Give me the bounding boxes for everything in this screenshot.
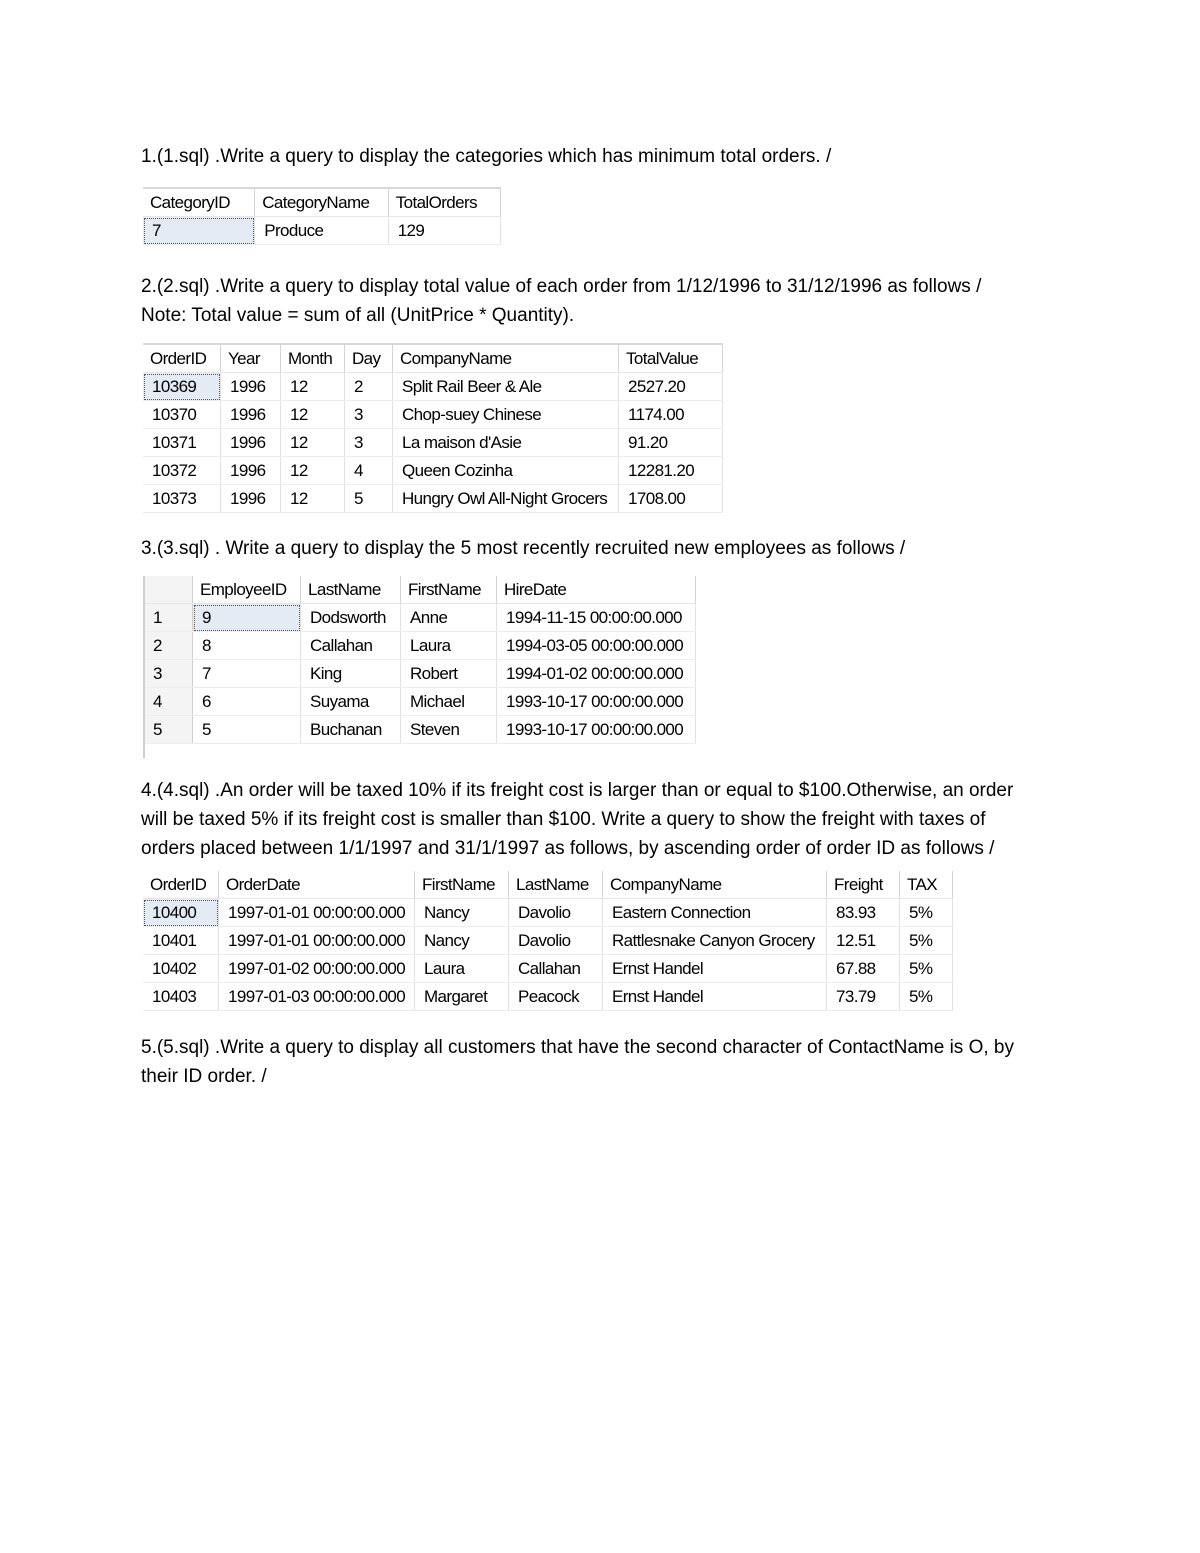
table-cell: 2 bbox=[345, 373, 393, 401]
row-number-header bbox=[145, 576, 193, 604]
table-cell: 10371 bbox=[143, 429, 221, 457]
column-header: FirstName bbox=[415, 871, 509, 899]
table-row bbox=[143, 899, 953, 927]
table-cell: 8 bbox=[193, 632, 301, 660]
table-cell: 4 bbox=[345, 457, 393, 485]
table-cell: 5% bbox=[900, 899, 953, 927]
table-cell: 1993-10-17 00:00:00.000 bbox=[497, 716, 696, 744]
table-cell: Callahan bbox=[509, 955, 603, 983]
table-cell: 5 bbox=[345, 485, 393, 513]
table-cell: Steven bbox=[401, 716, 497, 744]
table-cell: 12 bbox=[281, 457, 345, 485]
table-cell: Laura bbox=[401, 632, 497, 660]
column-header: CategoryName bbox=[255, 188, 388, 217]
column-header: Year bbox=[221, 344, 281, 373]
result-grid-4 bbox=[143, 871, 953, 1011]
table-cell: Laura bbox=[415, 955, 509, 983]
table-cell: Suyama bbox=[301, 688, 401, 716]
result-grid-1 bbox=[143, 187, 501, 245]
table-cell: Queen Cozinha bbox=[393, 457, 619, 485]
question-3 bbox=[141, 534, 1061, 563]
table-cell: 10402 bbox=[143, 955, 219, 983]
table-cell: 5% bbox=[900, 955, 953, 983]
table-cell: Margaret bbox=[415, 983, 509, 1011]
table-cell: Davolio bbox=[509, 927, 603, 955]
column-header: EmployeeID bbox=[193, 576, 301, 604]
column-header: Freight bbox=[827, 871, 900, 899]
table-cell: Peacock bbox=[509, 983, 603, 1011]
table-cell: 1993-10-17 00:00:00.000 bbox=[497, 688, 696, 716]
column-header: OrderID bbox=[143, 344, 221, 373]
table-cell: 5 bbox=[193, 716, 301, 744]
table-row bbox=[143, 429, 723, 457]
table-row bbox=[143, 401, 723, 429]
table-cell: 5% bbox=[900, 983, 953, 1011]
table-cell: 12 bbox=[281, 401, 345, 429]
question-5-line-1: 5.(5.sql) .Write a query to display all customers that have the second character of ContactName is O, by bbox=[141, 1037, 1014, 1058]
table-cell: Nancy bbox=[415, 899, 509, 927]
table-cell: 10372 bbox=[143, 457, 221, 485]
column-header: TotalOrders bbox=[388, 188, 500, 217]
header-row bbox=[143, 188, 501, 217]
column-header: TAX bbox=[900, 871, 953, 899]
result-grid-3 bbox=[145, 576, 696, 744]
table-cell: 12 bbox=[281, 373, 345, 401]
question-5 bbox=[141, 1033, 1061, 1091]
table-cell: 10400 bbox=[143, 899, 219, 927]
table-cell: Produce bbox=[255, 217, 388, 245]
question-2-line-1: 2.(2.sql) .Write a query to display total value of each order from 1/12/1996 to 31/12/1996 as follows / bbox=[141, 276, 982, 297]
question-5-line-2: their ID order. / bbox=[141, 1066, 267, 1087]
table-cell: 73.79 bbox=[827, 983, 900, 1011]
table-cell: 1708.00 bbox=[619, 485, 723, 513]
table-cell: Davolio bbox=[509, 899, 603, 927]
table-cell: 7 bbox=[143, 217, 255, 245]
table-cell: Rattlesnake Canyon Grocery bbox=[603, 927, 827, 955]
table-row bbox=[145, 688, 696, 716]
table-cell: 3 bbox=[345, 429, 393, 457]
table-cell: 1996 bbox=[221, 485, 281, 513]
table-cell: Robert bbox=[401, 660, 497, 688]
table-cell: Split Rail Beer & Ale bbox=[393, 373, 619, 401]
table-cell: 1997-01-01 00:00:00.000 bbox=[219, 899, 415, 927]
table-cell: 7 bbox=[193, 660, 301, 688]
table-cell: 10373 bbox=[143, 485, 221, 513]
table-cell: 1996 bbox=[221, 401, 281, 429]
table-cell: 1994-11-15 00:00:00.000 bbox=[497, 604, 696, 632]
table-cell: Ernst Handel bbox=[603, 955, 827, 983]
table-row bbox=[143, 485, 723, 513]
table-row bbox=[143, 457, 723, 485]
row-number: 3 bbox=[145, 660, 193, 688]
table-cell: 12281.20 bbox=[619, 457, 723, 485]
table-row bbox=[145, 716, 696, 744]
column-header: HireDate bbox=[497, 576, 696, 604]
table-row bbox=[143, 983, 953, 1011]
table-cell: 12 bbox=[281, 429, 345, 457]
question-1-text: 1.(1.sql) .Write a query to display the categories which has minimum total orders. / bbox=[141, 146, 832, 167]
column-header: OrderDate bbox=[219, 871, 415, 899]
table-cell: Dodsworth bbox=[301, 604, 401, 632]
question-1 bbox=[141, 142, 1061, 171]
row-number: 2 bbox=[145, 632, 193, 660]
table-row bbox=[143, 373, 723, 401]
header-row bbox=[145, 576, 696, 604]
result-grid-2 bbox=[143, 343, 723, 513]
table-cell: Hungry Owl All-Night Grocers bbox=[393, 485, 619, 513]
table-cell: Anne bbox=[401, 604, 497, 632]
table-cell: 10370 bbox=[143, 401, 221, 429]
table-cell: 3 bbox=[345, 401, 393, 429]
question-4-line-1: 4.(4.sql) .An order will be taxed 10% if its freight cost is larger than or equal to $100.Otherwise, an order bbox=[141, 780, 1014, 801]
table-cell: Chop-suey Chinese bbox=[393, 401, 619, 429]
table-row bbox=[143, 955, 953, 983]
table-cell: 1996 bbox=[221, 373, 281, 401]
question-4-line-3: orders placed between 1/1/1997 and 31/1/1997 as follows, by ascending order of order ID as follows / bbox=[141, 838, 995, 859]
row-number: 5 bbox=[145, 716, 193, 744]
question-4-line-2: will be taxed 5% if its freight cost is smaller than $100. Write a query to show the freight with taxes of bbox=[141, 809, 986, 830]
table-cell: 1997-01-02 00:00:00.000 bbox=[219, 955, 415, 983]
table-cell: 67.88 bbox=[827, 955, 900, 983]
table-row bbox=[145, 632, 696, 660]
table-cell: 83.93 bbox=[827, 899, 900, 927]
column-header: LastName bbox=[509, 871, 603, 899]
column-header: OrderID bbox=[143, 871, 219, 899]
table-cell: 1996 bbox=[221, 457, 281, 485]
table-cell: 1996 bbox=[221, 429, 281, 457]
table-cell: 1997-01-01 00:00:00.000 bbox=[219, 927, 415, 955]
table-cell: 129 bbox=[388, 217, 500, 245]
table-cell: Callahan bbox=[301, 632, 401, 660]
table-cell: Michael bbox=[401, 688, 497, 716]
table-cell: Eastern Connection bbox=[603, 899, 827, 927]
column-header: CompanyName bbox=[603, 871, 827, 899]
table-cell: 91.20 bbox=[619, 429, 723, 457]
header-row bbox=[143, 871, 953, 899]
table-cell: 1994-01-02 00:00:00.000 bbox=[497, 660, 696, 688]
table-row bbox=[143, 927, 953, 955]
table-cell: Nancy bbox=[415, 927, 509, 955]
table-cell: 1994-03-05 00:00:00.000 bbox=[497, 632, 696, 660]
question-2 bbox=[141, 272, 1061, 330]
table-row bbox=[145, 604, 696, 632]
column-header: LastName bbox=[301, 576, 401, 604]
table-cell: Ernst Handel bbox=[603, 983, 827, 1011]
table-cell: 10401 bbox=[143, 927, 219, 955]
question-3-text: 3.(3.sql) . Write a query to display the 5 most recently recruited new employees as follows / bbox=[141, 538, 906, 559]
table-cell: 1174.00 bbox=[619, 401, 723, 429]
row-number: 1 bbox=[145, 604, 193, 632]
table-cell: King bbox=[301, 660, 401, 688]
table-cell: 5% bbox=[900, 927, 953, 955]
table-cell: 12.51 bbox=[827, 927, 900, 955]
table-cell: La maison d'Asie bbox=[393, 429, 619, 457]
table-row bbox=[143, 217, 501, 245]
question-4 bbox=[141, 776, 1061, 863]
table-cell: 1997-01-03 00:00:00.000 bbox=[219, 983, 415, 1011]
header-row bbox=[143, 344, 723, 373]
column-header: Month bbox=[281, 344, 345, 373]
table-cell: 9 bbox=[193, 604, 301, 632]
column-header: Day bbox=[345, 344, 393, 373]
row-number: 4 bbox=[145, 688, 193, 716]
table-cell: 6 bbox=[193, 688, 301, 716]
table-cell: Buchanan bbox=[301, 716, 401, 744]
column-header: TotalValue bbox=[619, 344, 723, 373]
table-cell: 10403 bbox=[143, 983, 219, 1011]
column-header: CompanyName bbox=[393, 344, 619, 373]
table-cell: 2527.20 bbox=[619, 373, 723, 401]
column-header: FirstName bbox=[401, 576, 497, 604]
table-cell: 10369 bbox=[143, 373, 221, 401]
table-row bbox=[145, 660, 696, 688]
question-2-line-2: Note: Total value = sum of all (UnitPrice * Quantity). bbox=[141, 305, 575, 326]
table-cell: 12 bbox=[281, 485, 345, 513]
column-header: CategoryID bbox=[143, 188, 255, 217]
